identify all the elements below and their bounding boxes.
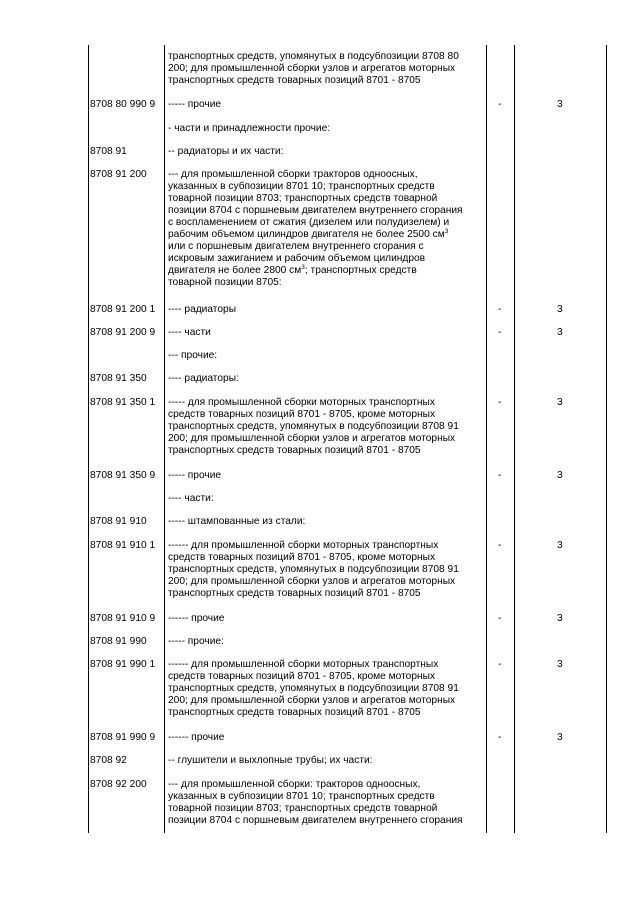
row-description: ----- прочие: [168,636,224,647]
tnved-code: 8708 91 990 9 [90,732,156,743]
tnved-code: 8708 91 200 1 [90,304,156,315]
row-description: транспортных средств, упомянутых в подсубпозиции 8708 80 200; для промышленной сборки узлов и агрегатов моторных транспортных средств товарных позиций 8701 - 8705 [168,51,459,86]
duty-rate: 3 [557,659,563,670]
tnved-code: 8708 91 990 [90,636,147,647]
duty-rate: 3 [557,397,563,408]
row-description: ------ для промышленной сборки моторных транспортных средств товарных позиций 8701 - 8705, кроме моторных транспортных средств, упомянутых в подсубпозиции 8708 91 200; для промышленной сборки узлов и агрегатов моторных транспортных средств товарных позиций 8701 - 8705 [168,540,459,599]
row-description: ----- прочие [168,470,222,481]
unit-value: - [498,99,502,110]
row-description: - части и принадлежности прочие: [168,123,331,134]
tnved-code: 8708 91 200 9 [90,327,156,338]
row-description: ---- части: [168,493,214,504]
duty-rate: 3 [557,613,563,624]
row-description: ------ для промышленной сборки моторных транспортных средств товарных позиций 8701 - 8705, кроме моторных транспортных средств, упомянутых в подсубпозиции 8708 91 200; для промышленной сборки узлов и агрегатов моторных транспортных средств товарных позиций 8701 - 8705 [168,659,459,718]
tnved-code: 8708 92 [90,755,127,766]
duty-rate: 3 [557,732,563,743]
row-description: ----- для промышленной сборки моторных транспортных средств товарных позиций 8701 - 8705, кроме моторных транспортных средств, упомянутых в подсубпозиции 8708 91 200; для промышленной сборки узлов и агрегатов моторных транспортных средств товарных позиций 8701 - 8705 [168,397,459,456]
tnved-code: 8708 91 910 9 [90,613,156,624]
unit-value: - [498,327,502,338]
tnved-code: 8708 91 990 1 [90,659,156,670]
tnved-code: 8708 91 910 [90,516,147,527]
unit-value: - [498,397,502,408]
row-description: ----- штампованные из стали: [168,516,306,527]
row-description: ----- прочие [168,99,222,110]
tnved-code: 8708 91 350 [90,373,147,384]
duty-rate: 3 [557,540,563,551]
row-description: --- для промышленной сборки: тракторов одноосных, указанных в субпозиции 8701 10; транспортных средств товарной позиции 8703; транспортных средств товарной позиции 8704 с поршневым двигателем внутреннего сгорания [168,779,463,826]
tnved-code: 8708 91 910 1 [90,540,156,551]
row-description: ---- радиаторы: [168,373,239,384]
column-divider-unit [514,45,515,833]
row-description: ------ прочие [168,732,225,743]
unit-value: - [498,659,502,670]
duty-rate: 3 [557,99,563,110]
row-description: --- для промышленной сборки тракторов одноосных, указанных в субпозиции 8701 10; транспортных средств товарной позиции 8703; транспортных средств товарной позиции 8704 с поршневым двигателем внутреннего сгорания с воспламенением от сжатия (дизелем или полудизелем) и рабочим объемом цилиндров двигателя не более 2500 $см^3$ или с поршневым двигателем внутреннего сгорания с искровым зажиганием и рабочим объемом цилиндров двигателя не более 2800 $см^3$; транспортных средств товарной позиции 8705: [168,169,463,288]
table-border-right [606,45,607,833]
unit-value: - [498,304,502,315]
row-description: --- прочие: [168,350,218,361]
tnved-code: 8708 80 990 9 [90,99,156,110]
tnved-code: 8708 91 350 1 [90,397,156,408]
unit-value: - [498,540,502,551]
row-description: ---- радиаторы [168,304,237,315]
row-description: ------ прочие [168,613,225,624]
duty-rate: 3 [557,327,563,338]
unit-value: - [498,613,502,624]
column-divider-code [164,45,165,833]
unit-value: - [498,470,502,481]
unit-value: - [498,732,502,743]
table-border-left [88,45,89,833]
duty-rate: 3 [557,304,563,315]
tnved-code: 8708 91 350 9 [90,470,156,481]
tnved-code: 8708 91 200 [90,169,147,180]
row-description: -- глушители и выхлопные трубы; их части: [168,755,373,766]
row-description: ---- части [168,327,211,338]
tnved-code: 8708 91 [90,146,127,157]
row-description: -- радиаторы и их части: [168,146,284,157]
tnved-code: 8708 92 200 [90,779,147,790]
column-divider-desc [486,45,487,833]
duty-rate: 3 [557,470,563,481]
